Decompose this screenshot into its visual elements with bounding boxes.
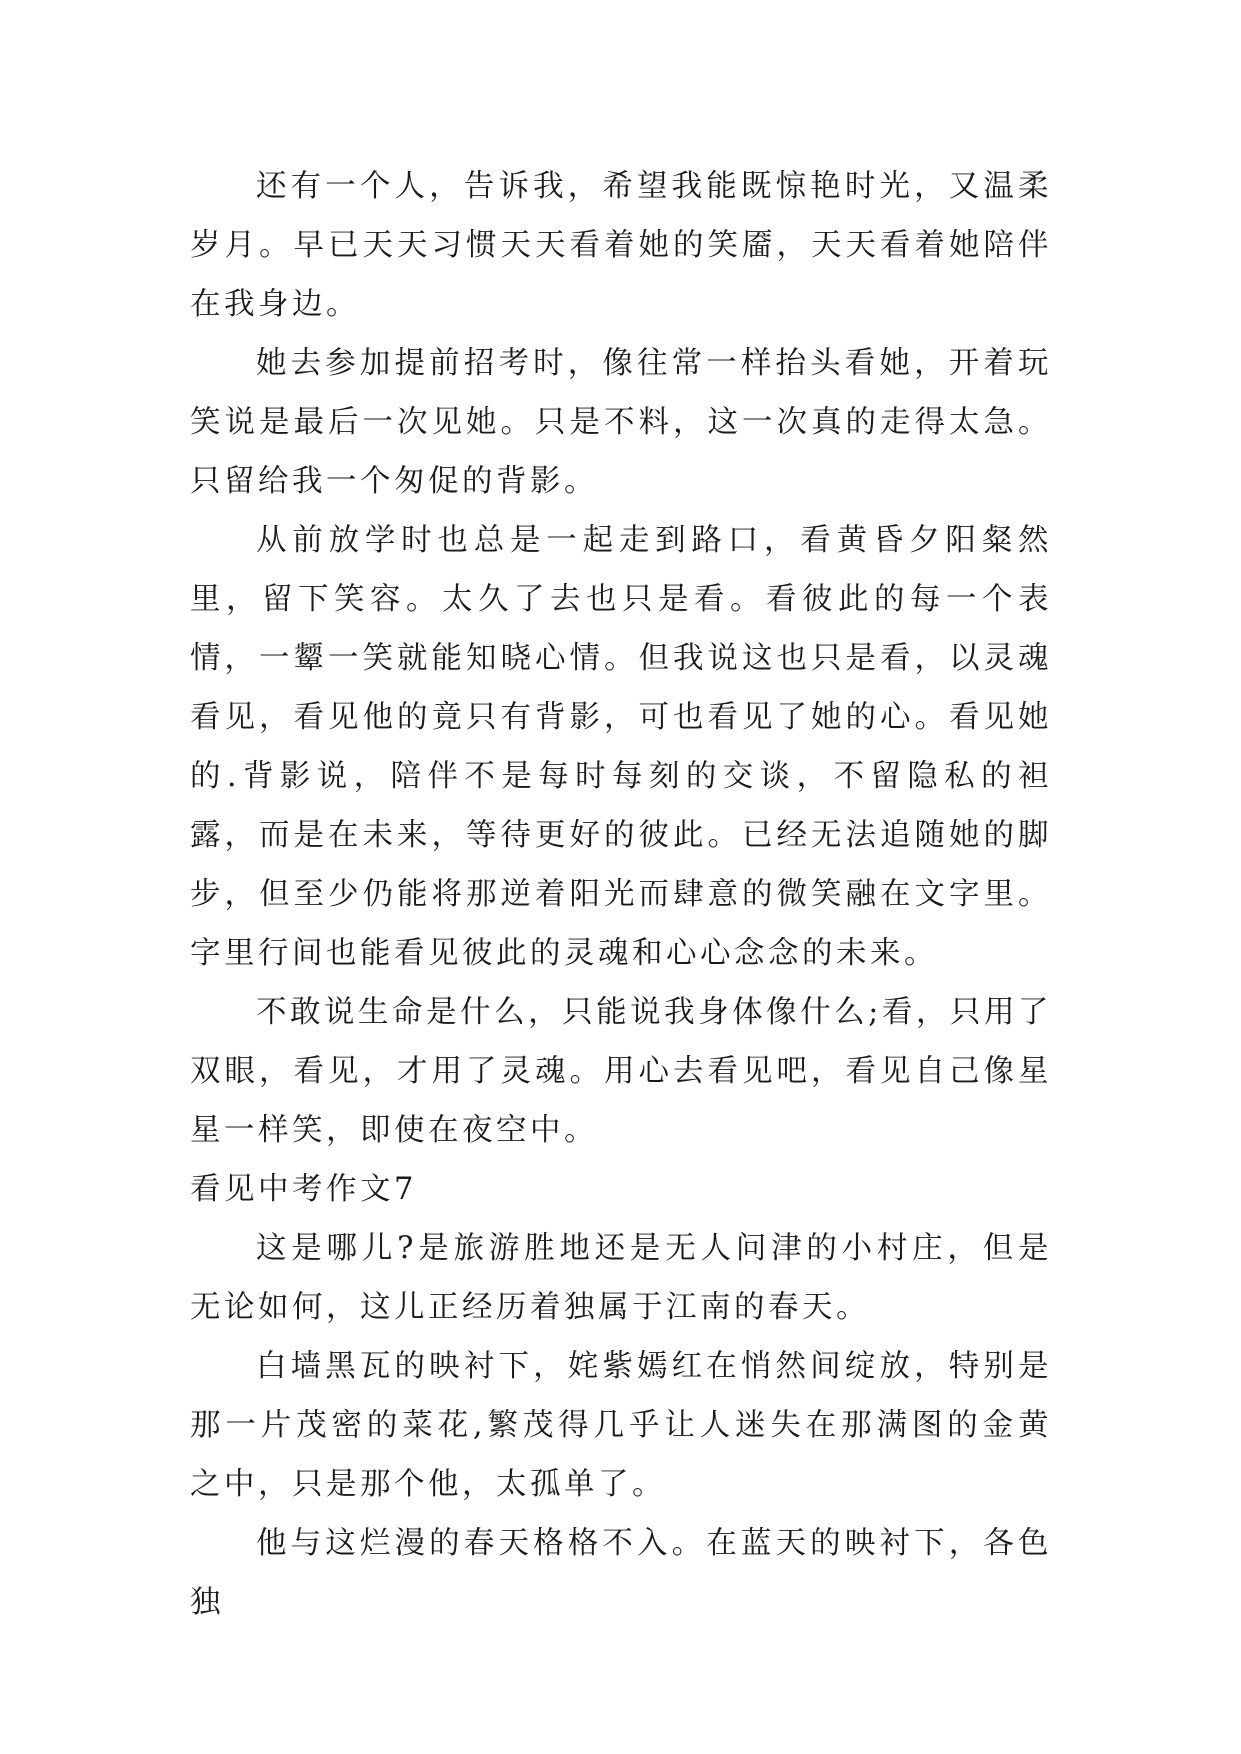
paragraph-7: 他与这烂漫的春天格格不入。在蓝天的映衬下，各色独 <box>190 1526 1052 1620</box>
section-heading: 看见中考作文7 <box>190 1172 417 1207</box>
document-body <box>190 157 1052 1632</box>
paragraph-3: 从前放学时也总是一起走到路口，看黄昏夕阳粲然里，留下笑容。太久了去也只是看。看彼此的每一个表情，一颦一笑就能知晓心情。但我说这也只是看，以灵魂看见，看见他的竟只有背影，可也看见了她的心。看见她的.背影说，陪伴不是每时每刻的交谈，不留隐私的袒露，而是在未来，等待更好的彼此。已经无法追随她的脚步，但至少仍能将那逆着阳光而肆意的微笑融在文字里。字里行间也能看见彼此的灵魂和心心念念的未来。 <box>190 523 1052 971</box>
paragraph-5: 这是哪儿?是旅游胜地还是无人问津的小村庄，但是无论如何，这儿正经历着独属于江南的春天。 <box>190 1231 1052 1325</box>
paragraph-2: 她去参加提前招考时，像往常一样抬头看她，开着玩笑说是最后一次见她。只是不料，这一次真的走得太急。只留给我一个匆促的背影。 <box>190 346 1052 499</box>
paragraph-1: 还有一个人，告诉我，希望我能既惊艳时光，又温柔岁月。早已天天习惯天天看着她的笑靥，天天看着她陪伴在我身边。 <box>190 169 1052 322</box>
paragraph-6: 白墙黑瓦的映衬下，姹紫嫣红在悄然间绽放，特别是那一片茂密的菜花,繁茂得几乎让人迷失在那满图的金黄之中，只是那个他，太孤单了。 <box>190 1349 1052 1502</box>
paragraph-4: 不敢说生命是什么，只能说我身体像什么;看，只用了双眼，看见，才用了灵魂。用心去看见吧，看见自己像星星一样笑，即使在夜空中。 <box>190 995 1052 1148</box>
